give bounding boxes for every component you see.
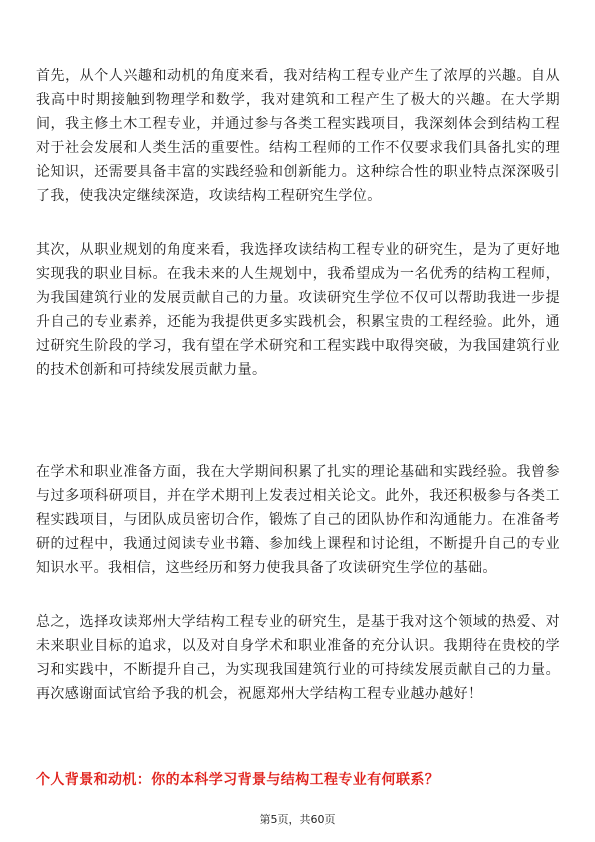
paragraph-interest-motivation: 首先，从个人兴趣和动机的角度来看，我对结构工程专业产生了浓厚的兴趣。自从我高中时期接触到物理学和数学，我对建筑和工程产生了极大的兴趣。在大学期间，我主修土木工程专业，并通过参与各类工程实践项目，我深刻体会到结构工程对于社会发展和人类生活的重要性。结构工程师的工作不仅要求我们具备扎实的理论知识，还需要具备丰富的实践经验和创新能力。这种综合性的职业特点深深吸引了我，使我决定继续深造，攻读结构工程研究生学位。 [36,68,560,204]
page-number-footer: 第5页，共60页 [259,813,336,826]
paragraph-conclusion: 总之，选择攻读郑州大学结构工程专业的研究生，是基于我对这个领域的热爱、对未来职业目标的追求，以及对自身学术和职业准备的充分认识。我期待在贵校的学习和实践中，不断提升自己，为实现我国建筑行业的可持续发展贡献自己的力量。再次感谢面试官给予我的机会，祝愿郑州大学结构工程专业越办越好！ [36,614,560,702]
paragraph-academic-preparation: 在学术和职业准备方面，我在大学期间积累了扎实的理论基础和实践经验。我曾参与过多项科研项目，并在学术期刊上发表过相关论文。此外，我还积极参与各类工程实践项目，与团队成员密切合作，锻炼了自己的团队协作和沟通能力。在准备考研的过程中，我通过阅读专业书籍、参加线上课程和讨论组，不断提升自己的专业知识水平。我相信，这些经历和努力使我具备了攻读研究生学位的基础。 [36,464,560,576]
paragraph-career-planning: 其次，从职业规划的角度来看，我选择攻读结构工程专业的研究生，是为了更好地实现我的职业目标。在我未来的人生规划中，我希望成为一名优秀的结构工程师，为我国建筑行业的发展贡献自己的力量。攻读研究生学位不仅可以帮助我进一步提升自己的专业素养，还能为我提供更多实践机会，积累宝贵的工程经验。此外，通过研究生阶段的学习，我有望在学术研究和工程实践中取得突破，为我国建筑行业的技术创新和可持续发展贡献力量。 [36,242,560,378]
question-heading: 个人背景和动机：你的本科学习背景与结构工程专业有何联系？ [36,772,440,788]
